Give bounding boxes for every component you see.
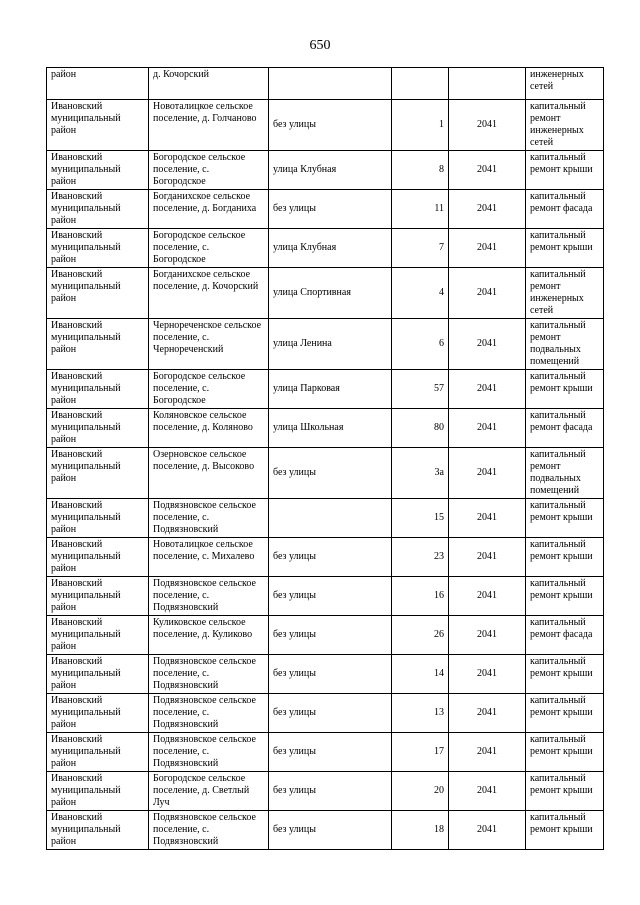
settlement-cell: Богданихское сельское поселение, д. Кочорский — [149, 268, 269, 319]
work-type-cell: капитальный ремонт крыши — [526, 733, 604, 772]
street-cell — [269, 499, 392, 538]
settlement-cell: Чернореченское сельское поселение, с. Чернореченский — [149, 319, 269, 370]
table-row — [47, 616, 604, 655]
settlement-cell: Подвязновское сельское поселение, с. Подвязновский — [149, 811, 269, 850]
settlement-cell: Коляновское сельское поселение, д. Коляново — [149, 409, 269, 448]
house-number-cell: 7 — [392, 229, 449, 268]
street-cell: без улицы — [269, 538, 392, 577]
street-cell: без улицы — [269, 616, 392, 655]
district-cell: Ивановский муниципальный район — [47, 772, 149, 811]
year-cell: 2041 — [449, 616, 526, 655]
house-number-cell: 15 — [392, 499, 449, 538]
work-type-cell: капитальный ремонт крыши — [526, 772, 604, 811]
district-cell: Ивановский муниципальный район — [47, 229, 149, 268]
settlement-cell: Подвязновское сельское поселение, с. Подвязновский — [149, 577, 269, 616]
work-type-cell: капитальный ремонт крыши — [526, 499, 604, 538]
table-row — [47, 268, 604, 319]
table-row — [47, 370, 604, 409]
table-row — [47, 538, 604, 577]
table-body — [47, 68, 604, 850]
district-cell: Ивановский муниципальный район — [47, 499, 149, 538]
work-type-cell: капитальный ремонт фасада — [526, 190, 604, 229]
year-cell: 2041 — [449, 409, 526, 448]
year-cell: 2041 — [449, 190, 526, 229]
year-cell: 2041 — [449, 655, 526, 694]
house-number-cell: 13 — [392, 694, 449, 733]
settlement-cell: Богородское сельское поселение, д. Светлый Луч — [149, 772, 269, 811]
district-cell: Ивановский муниципальный район — [47, 268, 149, 319]
work-type-cell: капитальный ремонт фасада — [526, 616, 604, 655]
house-number-cell: 3а — [392, 448, 449, 499]
street-cell: без улицы — [269, 811, 392, 850]
year-cell: 2041 — [449, 229, 526, 268]
district-cell: Ивановский муниципальный район — [47, 655, 149, 694]
street-cell: без улицы — [269, 655, 392, 694]
street-cell — [269, 68, 392, 100]
street-cell: без улицы — [269, 733, 392, 772]
house-number-cell: 6 — [392, 319, 449, 370]
house-number-cell: 18 — [392, 811, 449, 850]
year-cell: 2041 — [449, 811, 526, 850]
repair-schedule-table — [46, 67, 604, 850]
table-row — [47, 448, 604, 499]
year-cell: 2041 — [449, 577, 526, 616]
district-cell: Ивановский муниципальный район — [47, 190, 149, 229]
house-number-cell: 20 — [392, 772, 449, 811]
work-type-cell: капитальный ремонт крыши — [526, 370, 604, 409]
house-number-cell: 17 — [392, 733, 449, 772]
work-type-cell: капитальный ремонт крыши — [526, 694, 604, 733]
district-cell: Ивановский муниципальный район — [47, 100, 149, 151]
settlement-cell: д. Кочорский — [149, 68, 269, 100]
year-cell: 2041 — [449, 319, 526, 370]
work-type-cell: инженерных сетей — [526, 68, 604, 100]
table-row — [47, 229, 604, 268]
house-number-cell — [392, 68, 449, 100]
settlement-cell: Подвязновское сельское поселение, с. Подвязновский — [149, 655, 269, 694]
house-number-cell: 11 — [392, 190, 449, 229]
house-number-cell: 8 — [392, 151, 449, 190]
work-type-cell: капитальный ремонт подвальных помещений — [526, 319, 604, 370]
table-row — [47, 655, 604, 694]
settlement-cell: Куликовское сельское поселение, д. Куликово — [149, 616, 269, 655]
settlement-cell: Подвязновское сельское поселение, с. Подвязновский — [149, 694, 269, 733]
year-cell: 2041 — [449, 499, 526, 538]
district-cell: Ивановский муниципальный район — [47, 577, 149, 616]
district-cell: Ивановский муниципальный район — [47, 151, 149, 190]
work-type-cell: капитальный ремонт крыши — [526, 811, 604, 850]
year-cell: 2041 — [449, 694, 526, 733]
street-cell: без улицы — [269, 772, 392, 811]
house-number-cell: 57 — [392, 370, 449, 409]
street-cell: улица Клубная — [269, 151, 392, 190]
district-cell: Ивановский муниципальный район — [47, 370, 149, 409]
year-cell: 2041 — [449, 772, 526, 811]
street-cell: без улицы — [269, 448, 392, 499]
street-cell: без улицы — [269, 577, 392, 616]
district-cell: Ивановский муниципальный район — [47, 538, 149, 577]
district-cell: Ивановский муниципальный район — [47, 448, 149, 499]
work-type-cell: капитальный ремонт крыши — [526, 229, 604, 268]
table-row — [47, 772, 604, 811]
district-cell: Ивановский муниципальный район — [47, 811, 149, 850]
page-number: 650 — [309, 38, 331, 53]
table-row — [47, 694, 604, 733]
settlement-cell: Богданихское сельское поселение, д. Богданиха — [149, 190, 269, 229]
year-cell: 2041 — [449, 100, 526, 151]
settlement-cell: Богородское сельское поселение, с. Богородское — [149, 229, 269, 268]
district-cell: Ивановский муниципальный район — [47, 616, 149, 655]
work-type-cell: капитальный ремонт подвальных помещений — [526, 448, 604, 499]
settlement-cell: Богородское сельское поселение, с. Богородское — [149, 151, 269, 190]
settlement-cell: Подвязновское сельское поселение, с. Подвязновский — [149, 733, 269, 772]
house-number-cell: 23 — [392, 538, 449, 577]
house-number-cell: 4 — [392, 268, 449, 319]
table-row — [47, 499, 604, 538]
table-row — [47, 68, 604, 100]
year-cell: 2041 — [449, 268, 526, 319]
house-number-cell: 26 — [392, 616, 449, 655]
table-row — [47, 811, 604, 850]
settlement-cell: Озерновское сельское поселение, д. Высоково — [149, 448, 269, 499]
work-type-cell: капитальный ремонт фасада — [526, 409, 604, 448]
street-cell: улица Спортивная — [269, 268, 392, 319]
year-cell: 2041 — [449, 448, 526, 499]
settlement-cell: Подвязновское сельское поселение, с. Подвязновский — [149, 499, 269, 538]
year-cell: 2041 — [449, 538, 526, 577]
table-row — [47, 733, 604, 772]
settlement-cell: Новоталицкое сельское поселение, д. Голчаново — [149, 100, 269, 151]
house-number-cell: 1 — [392, 100, 449, 151]
street-cell: без улицы — [269, 694, 392, 733]
year-cell: 2041 — [449, 151, 526, 190]
street-cell: улица Ленина — [269, 319, 392, 370]
district-cell: Ивановский муниципальный район — [47, 319, 149, 370]
work-type-cell: капитальный ремонт крыши — [526, 655, 604, 694]
work-type-cell: капитальный ремонт инженерных сетей — [526, 268, 604, 319]
street-cell: улица Парковая — [269, 370, 392, 409]
street-cell: улица Клубная — [269, 229, 392, 268]
district-cell: район — [47, 68, 149, 100]
settlement-cell: Богородское сельское поселение, с. Богородское — [149, 370, 269, 409]
street-cell: без улицы — [269, 100, 392, 151]
district-cell: Ивановский муниципальный район — [47, 409, 149, 448]
table-row — [47, 577, 604, 616]
table-row — [47, 190, 604, 229]
year-cell: 2041 — [449, 370, 526, 409]
street-cell: без улицы — [269, 190, 392, 229]
table-row — [47, 151, 604, 190]
district-cell: Ивановский муниципальный район — [47, 733, 149, 772]
house-number-cell: 14 — [392, 655, 449, 694]
year-cell — [449, 68, 526, 100]
year-cell: 2041 — [449, 733, 526, 772]
table-row — [47, 409, 604, 448]
district-cell: Ивановский муниципальный район — [47, 694, 149, 733]
settlement-cell: Новоталицкое сельское поселение, с. Михалево — [149, 538, 269, 577]
work-type-cell: капитальный ремонт инженерных сетей — [526, 100, 604, 151]
street-cell: улица Школьная — [269, 409, 392, 448]
house-number-cell: 16 — [392, 577, 449, 616]
work-type-cell: капитальный ремонт крыши — [526, 577, 604, 616]
house-number-cell: 80 — [392, 409, 449, 448]
table-row — [47, 100, 604, 151]
table-row — [47, 319, 604, 370]
work-type-cell: капитальный ремонт крыши — [526, 151, 604, 190]
work-type-cell: капитальный ремонт крыши — [526, 538, 604, 577]
